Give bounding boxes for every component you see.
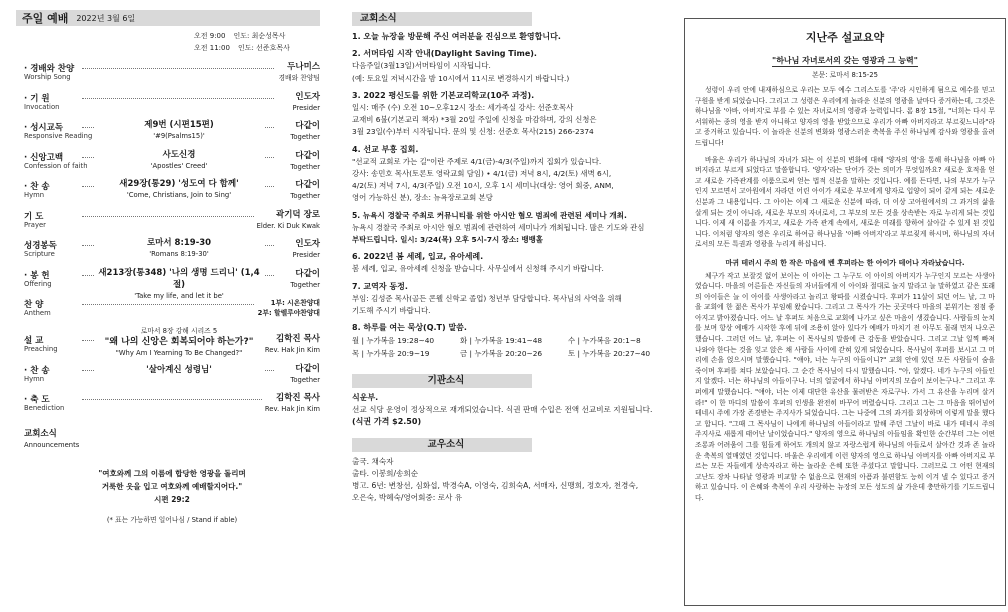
order-list — [24, 60, 320, 421]
news-item: 6. 2022년 봄 세례, 입교, 유아세례. 봄 세례, 입교, 유아세례 신청을 받습니다. 사무실에서 신청해 주시기 바랍니다. — [352, 252, 604, 274]
sermon-paragraph: 바울은 우리가 하나님의 자녀가 되는 이 신분의 변화에 대해 '양자의 영'을 통해 하나님을 아빠 아버지라고 부르게 되었다고 말씀합니다. '양자'라는 단어가 갖는 의미가 무엇일까요? 새로운 호적을 얻고 새로운 가족관계를 이룸으로써 얻는 법적 신분을 말하는 것입니다. 예를 든다면, 나의 부모가 누구인지 모르면서 고아원에서 자라던 어린 아이가 새로운 부모에게 양자로 입양이 되어 같게 되는 새로운 신분과 그 내용입니다. 그 아이는 이제 그 새로운 신분에 따라, 더 이상 고아원에서의 그 과거의 삶을 살게 되는 것이 아니라, 새로운 부모의 자녀로서, 그 부모의 모든 것을 상속받는 자로 누리게 되는 것입니다. 이제 새 이름을 가지고, 새로운 가족 관계 속에서, 새로운 미래를 향하여 살아갈 수 있게 된 것입니다. 이처럼 양자의 영은 우리로 하여금 하나님을 '아빠 아버지'라고 부르짖게 하시며, 하나님의 자녀로서의 모든 특권과 영광을 누리게 하십니다. — [695, 155, 995, 249]
sermon-summary-box — [684, 18, 1006, 606]
news-list — [352, 31, 676, 360]
order-item-benediction: · 축 도 Benediction 김학진 목사 Rev. Hak Jin Kim — [24, 393, 320, 413]
worship-date: 2022년 3월 6일 — [76, 13, 136, 23]
order-item-scripture: 성경봉독 Scripture 로마서 8:19-30 'Romans 8:19-30' 인도자 Presider — [24, 238, 320, 259]
sermon-paragraph: 성령이 우리 안에 내재하심으로 우리는 모두 예수 그리스도를 '주'라 시인하게 됨으로 예수를 믿고 구원을 받게 되었습니다. 그리고 그 성령은 우리에게 놀라운 신분의 영광을 날마다 증거하는데, 그것은 하나님을 '아바, 아버지'로 부를 수 있는 자녀로서의 영광과 능력입니다. 롬 8장 15절, "너희는 다시 무서워하는 종의 영을 받지 아니하고 양자의 영을 받았으므로 우리가 아빠 아버지라고 부르짖느니라"라고 증거하고 있습니다. 이 놀라운 신분의 변화와 영광스러운 축복을 주신 하나님께 감사와 영광을 올려드립니다! — [695, 86, 995, 147]
order-item-prayer: 기 도 Prayer 곽기덕 장로 Elder. Ki Duk Kwak — [24, 209, 320, 230]
dotted-leader — [82, 216, 274, 217]
news-item: 1. 오늘 뉴장을 방문해 주신 여러분을 진심으로 환영합니다. — [352, 32, 561, 41]
service-time-1: 오전 9:00 인도: 최순성목사 — [194, 32, 286, 40]
order-item-preaching: 설 교 Preaching 로마서 8장 강해 시리즈 5 "왜 나의 신앙은 회복되어야 하는가?" "Why Am I Yearning To Be Changed?" 김학진 목사 Rev. Hak Jin Kim — [24, 326, 320, 357]
worship-title: 주일 예배 — [22, 12, 69, 25]
dotted-leader — [82, 68, 274, 69]
members-news: 출국. 채숙자 출타. 이봉희/송희순 병고. 6년: 변창선, 심화섭, 박경숙A, 이영숙, 김희숙A, 서매자, 신맹희, 정호자, 천경숙, 오은숙, 박혜숙/영어회중: 로사 유 — [352, 457, 639, 503]
news-item: 4. 선교 부흥 집회. "선교적 교회로 가는 길"이란 주제로 4/1(금)-4/3(주일)까지 집회가 있습니다. 강사: 송민호 목사(토론토 영락교회 담임) • 4/1(금) 저녁 8시, 4/2(토) 새벽 6시, 4/2(토) 저녁 7시, 4/3(주일) 오전 10시, 오후 1시 세미나(대상: 영어 회중, ANM, 영어 가능하신 분), 장소: 뉴욕장로교회 본당 — [352, 144, 614, 203]
order-item-hymn-2: · 찬 송 Hymn '살아계신 성령님' 다같이 Together — [24, 363, 320, 384]
order-item-offering: · 봉 헌 Offering 새213장(통348) '나의 생명 드리니' (1,4절) 'Take my life, and let it be' 다같이 Together — [24, 267, 320, 300]
service-time-2: 오전 11:00 인도: 선준호목사 — [194, 44, 290, 52]
order-item-confession: · 신앙고백 Confession of faith 사도신경 'Apostles' Creed' 다같이 Together — [24, 149, 320, 171]
news-item: 2. 서머타임 시작 안내(Daylight Saving Time). 다음주일(3월13일)서머타임이 시작됩니다. (예: 토요일 저녁시간을 밤 10시에서 11시로 변경하시기 바랍니다.) — [352, 49, 570, 83]
news-item: 5. 뉴욕시 경찰국 주최로 커뮤니티를 위한 아시안 혐오 범죄에 관련된 세미나 개최. 뉴욕시 경찰국 주최로 아시안 혐오 범죄에 관련하여 세미나가 개최됩니다. 많은 기도와 관심 부탁드립니다. 일시: 3/24(목) 오후 5시-7시 장소: 뱅뱅홀 — [352, 210, 645, 245]
sermon-summary-title: 지난주 설교요약 — [805, 31, 885, 44]
sermon-paragraph: 체구가 작고 보잘것 없어 보이는 이 아이는 그 누구도 이 아이의 아버지가 누구인지 모르는 사생아였습니다. 마을의 어른들은 자신들의 자녀들에게 이 아이와 절대로 놀지 말라고 늘 말하였고 같은 또래의 아이들은 늘 이 아이를 사생아라고 놀리고 왕따를 시켰습니다. 후퍼가 11살이 되던 어느 날, 그 마을 교회에 한 젊은 목사가 부임해 왔습니다. 그리고 그 목사가 가는 곳곳마다 마을의 분위기는 점점 좋아지고 밝아졌습니다. 어느 날 후퍼도 처음으로 교회에 나가고 싶은 마음이 생겼습니다. 사람들의 눈치를 보며 항상 예배가 시작한 후에 뒤에 조용히 앉아 있다가 예배가 마치기 전 아무도 몰래 먼저 나오곤 했습니다. 그러던 어느 날, 후퍼는 이 목사님의 말씀에 큰 감동을 받았습니다. 그리고 그날 일찍 빠져 나와야 한다는 것을 잊고 앉은 채 사람들 사이에 갇혀 있게 되었습니다. 목사님이 후퍼를 보시고 그 머리에 손을 얹으시며 말했습니다. "얘야, 너는 누구의 아들이니?" 교회 안에 있던 모든 사람들이 숨을 죽이며 후퍼를 쳐다 보았습니다. 그 순간 목사님이 다시 말했습니다. "아, 알겠다. 네가 누구의 아들인지 알겠다. 너는 하나님의 아들이구나. 너의 얼굴에서 하나님 아버지의 모습이 보이는구나." 그리고 후퍼에게 말했습니다. "얘야, 너는 이제 대단한 유산을 물려받은 자로구나. 가서 그 유산을 누리며 살거라!" 이 한 마디의 말씀이 후퍼의 인생을 완전히 바꾸어 버렸습니다. 그리고 그는 그 마음을 뛰어넘어 테네시 주에 가장 존경받는 주지사가 되었습니다. 그는 나중에 그의 과거를 회상하며 이렇게 말을 했다고 합니다. "그때 그 목사님이 나에게 하나님의 아들이라고 말해 주던 그날이 바로 내가 테네시 주의 주지사로 새롭게 태어난 날이었습니다." 양자의 영으로 하나님의 아들임을 확인한 순간부터 그는 어떤 조롱과 어려움이 그를 힘들게 하여도 개의치 않고 자랑스럽게 하나님의 아들로서 살아간 것과 존 놀라운 축복의 열매였던 것입니다. 바울은 우리에게 이런 양자의 영으로 하나님 아버지를 아빠 아버지로 부르는 모든 자들에게 상속자라고 하는 놀라운 은혜 또한 주셨다고 말합니다. 그러므로 그 어떤 현재의 고난도 장차 나타날 영광과 비교할 수 없음으로 현재의 아픔과 불편함도 능히 이겨 낼 수 있다고 증거하고 있습니다. 이 은혜와 축복이 우리 사랑하는 뉴장의 모든 성도의 삶 가운데 충만하기를 기도드립니다. — [695, 271, 995, 502]
news-item: 7. 교역자 동정. 부임: 김성준 목사(골든 콘웰 신학교 졸업) 청년부 담당합니다. 목사님의 사역을 위해 기도해 주시기 바랍니다. — [352, 281, 622, 316]
scripture-verse: "여호와께 그의 이름에 합당한 영광을 돌리며 거룩한 옷을 입고 여호와께 예배할지어다." 시편 29:2 — [98, 468, 246, 504]
sermon-heading: 마귀 테러시 주의 한 작은 마음에 벤 후퍼라는 한 아이가 테어나 자라났습니다. — [725, 258, 965, 267]
news-item: 8. 하루를 여는 묵상(Q.T) 말씀. 월 | 누가복음 19:28~40 화 | 누가복음 19:41~48 수 | 누가복음 20:1~8 목 | 누가복음 20:9~19 금 | 누가복음 20:20~26 토 | 누가복음 20:27~40 — [352, 322, 676, 360]
members-header: 교우소식 — [352, 438, 532, 452]
worship-order-column — [0, 0, 330, 612]
service-times — [194, 30, 320, 54]
order-item-invocation: · 기 원 Invocation 인도자 Presider — [24, 91, 320, 112]
dotted-leader — [82, 304, 274, 305]
sermon-body — [695, 85, 995, 504]
news-item: 3. 2022 평신도를 위한 기본교리학교(10주 과정). 일시: 매주 (수) 오전 10~오후12시 장소: 세가족실 강사: 선준호목사 교재비 6불(기본교리 책자) *3월 20일 주일에 신청을 마감하며, 강의 신청은 3월 23일(수)부터 시작됩니다. 문의 및 신청: 선준호 목사(215) 266-2374 — [352, 90, 597, 137]
sermon-subtitle: "하나님 자녀로서의 갖는 영광과 그 능력" — [772, 56, 918, 65]
order-item-responsive-reading: · 성시교독 Responsive Reading 제9번 (시편15편) '#9(Psalms15)' 다같이 Together — [24, 120, 320, 141]
sermon-reference: 본문: 로마서 8:15-25 — [812, 71, 878, 79]
news-column — [346, 0, 676, 612]
news-header: 교회소식 — [352, 12, 532, 26]
worship-header — [16, 10, 320, 26]
dotted-leader — [82, 399, 274, 400]
agency-news: 식운부. 선교 식당 운영이 정상적으로 재개되었습니다. 식권 판매 수입은 전액 선교비로 지원됩니다. (식권 가격 $2.50) — [352, 393, 653, 427]
qt-schedule: 월 | 누가복음 19:28~40 화 | 누가복음 19:41~48 수 | 누가복음 20:1~8 목 | 누가복음 20:9~19 금 | 누가복음 20:20~26 토 | 누가복음 20:27~40 — [352, 336, 651, 359]
dotted-leader — [82, 98, 274, 99]
order-item-hymn-1: · 찬 송 Hymn 새29장(통29) '성도여 다 함께' 'Come, Christians, Join to Sing' 다같이 Together — [24, 179, 320, 200]
stand-note: (* 표는 가능하면 일어나심 / Stand if able) — [106, 515, 238, 524]
agency-header: 기관소식 — [352, 374, 532, 388]
order-item-anthem: 찬 양 Anthem 1부: 시온찬양대 2부: 할렐루야찬양대 — [24, 299, 320, 317]
announcements-label: 교회소식 Announcements — [24, 428, 80, 449]
order-item-worship-song: · 경배와 찬양 Worship Song 두나미스 경배와 찬양팀 — [24, 62, 320, 82]
